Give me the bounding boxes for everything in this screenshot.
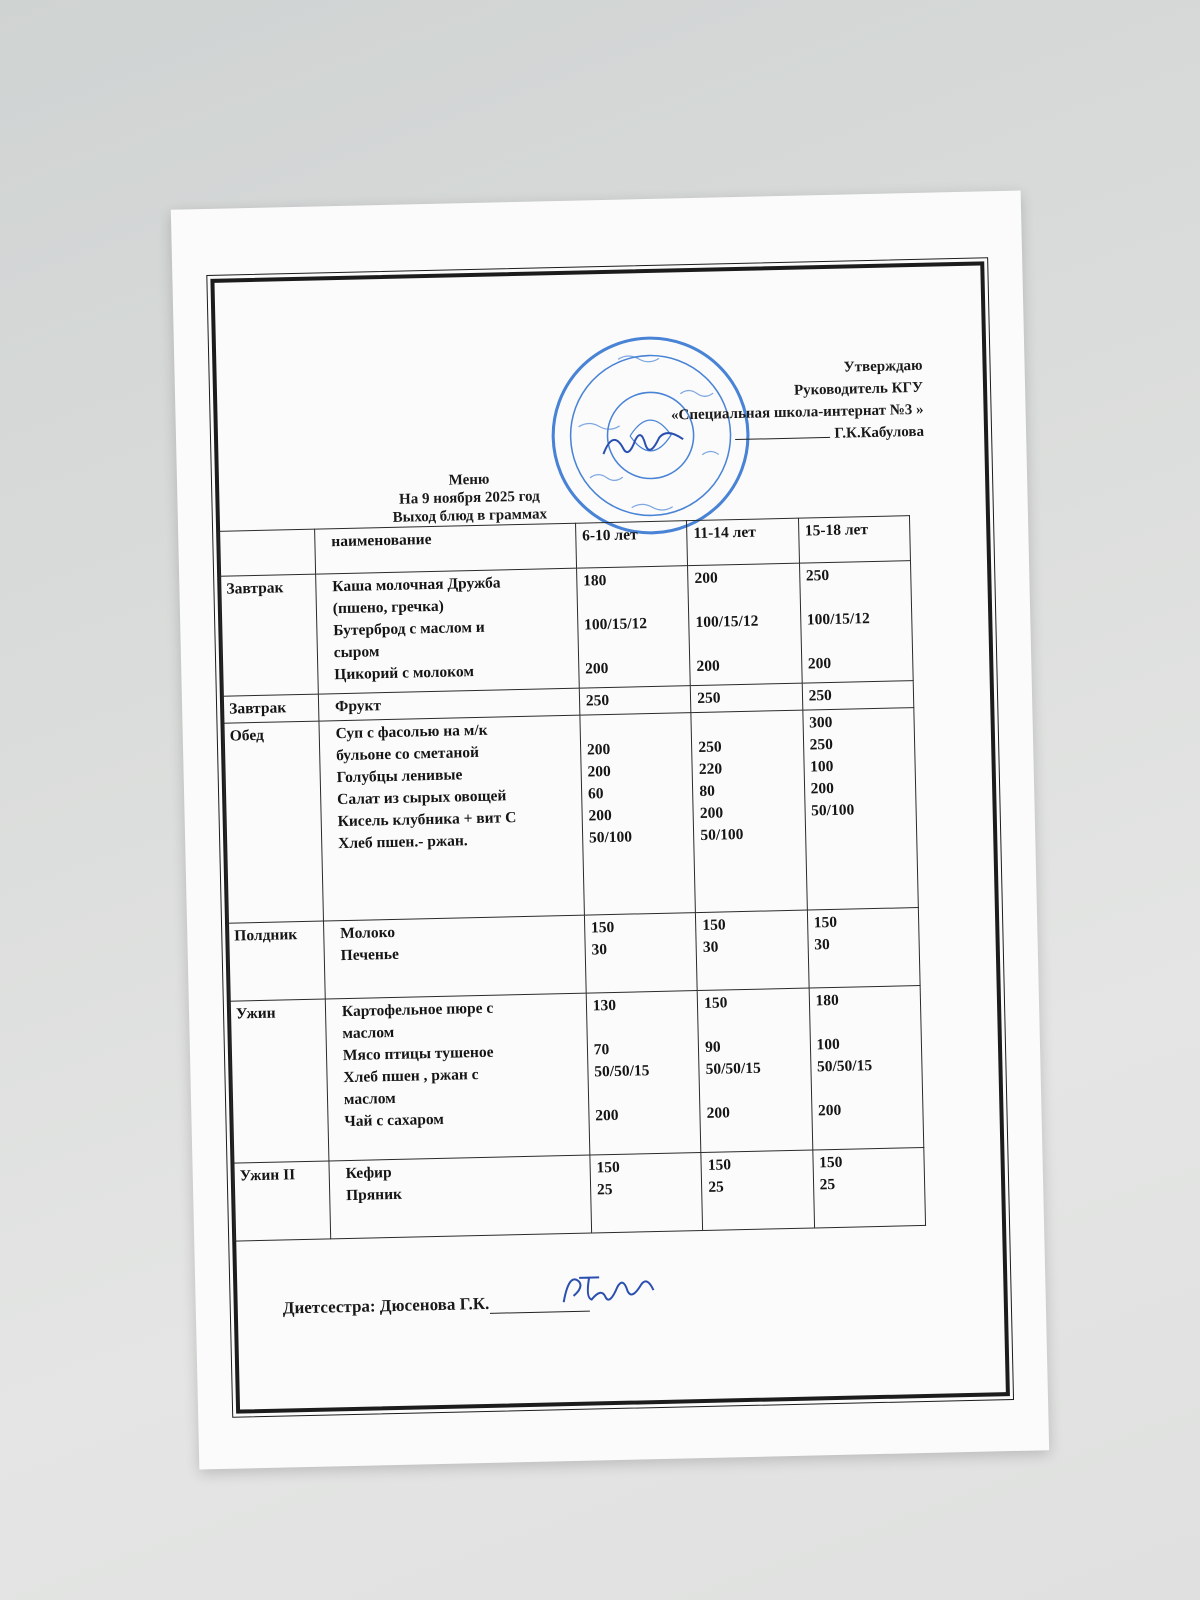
- portion-value: [806, 585, 905, 609]
- portion-value: 250: [808, 686, 833, 705]
- header-cell-name: наименование: [315, 523, 577, 574]
- portion-value: 150: [703, 994, 728, 1012]
- portion-value: 30: [591, 941, 608, 959]
- signature-line: [735, 423, 830, 440]
- approval-title: Утверждаю: [843, 357, 923, 376]
- portion-value: [696, 632, 795, 656]
- dish-line: Печенье: [340, 945, 400, 965]
- portion-value: 250: [697, 689, 721, 707]
- table-row: [233, 1147, 926, 1241]
- portion-value: 130: [592, 996, 617, 1015]
- dish-line: Пряник: [345, 1185, 403, 1205]
- portion-cell-15-18: [802, 681, 914, 711]
- portion-value: [807, 629, 906, 653]
- dish-line: Хлеб пшен.- ржан.: [337, 832, 468, 853]
- portion-cell-6-10: [579, 686, 691, 716]
- portion-cell-11-14: [688, 563, 802, 685]
- dish-cell: [316, 568, 580, 694]
- dietitian-signature: [555, 1262, 676, 1315]
- dish-line: Каша молочная Дружба: [332, 574, 501, 596]
- portion-value: 200: [817, 1101, 842, 1120]
- dish-cell: [325, 993, 590, 1161]
- portion-value: 100: [810, 757, 834, 776]
- portion-cell-11-14: [690, 683, 802, 713]
- portion-value: [583, 590, 682, 614]
- portion-value: 25: [708, 1178, 725, 1196]
- portion-cell-15-18: [802, 708, 918, 910]
- portion-value: 180: [815, 991, 839, 1010]
- portion-value: 50/100: [700, 825, 744, 844]
- header-cell-age-11-14: 11-14 лет: [687, 518, 799, 566]
- portion-value: 50/100: [811, 801, 855, 820]
- portion-value: 100/15/12: [695, 612, 759, 632]
- portion-value: 50/50/15: [594, 1062, 650, 1081]
- menu-table-body: [219, 516, 926, 1241]
- portion-value: 150: [813, 913, 838, 932]
- header-cell-meal: [219, 529, 316, 576]
- portion-value: [595, 1081, 694, 1105]
- portion-cell-6-10: [584, 913, 697, 994]
- dish-line: (пшено, гречка): [332, 597, 444, 618]
- portion-value: 150: [596, 1158, 620, 1177]
- dish-line: маслом: [343, 1089, 396, 1109]
- portion-value: 200: [694, 569, 718, 588]
- portion-value: 50/50/15: [705, 1059, 761, 1078]
- portion-value: 250: [805, 566, 830, 585]
- portion-cell-11-14: [696, 910, 809, 991]
- portion-value: [589, 847, 688, 871]
- portion-value: [586, 715, 685, 739]
- portion-value: 30: [814, 936, 830, 954]
- portion-value: 200: [586, 740, 611, 759]
- dish-line: Бутерброд с маслом и: [333, 618, 485, 640]
- portion-value: 200: [587, 762, 611, 781]
- dish-line: Цикорий с молоком: [334, 663, 475, 684]
- portion-value: 25: [596, 1181, 613, 1199]
- dish-line: Салат из сырых овощей: [336, 787, 507, 809]
- portion-value: 200: [696, 657, 720, 675]
- portion-value: 200: [584, 659, 609, 678]
- meal-cell: Полдник: [228, 921, 326, 1001]
- portion-value: 150: [818, 1153, 843, 1172]
- portion-cell-6-10: [576, 566, 690, 688]
- portion-value: 50/100: [588, 828, 633, 847]
- portion-value: [706, 1079, 805, 1103]
- portion-value: 200: [699, 804, 724, 822]
- portion-cell-6-10: [580, 713, 696, 915]
- table-row: [223, 708, 918, 924]
- dish-line: Хлеб пшен , ржан с: [343, 1066, 479, 1087]
- menu-subtitle: Выход блюд в граммах: [392, 506, 548, 526]
- approval-name: Г.К.Кабулова: [834, 423, 925, 442]
- portion-value: [704, 1013, 803, 1037]
- portion-value: 100: [816, 1035, 840, 1054]
- dish-line: Молоко: [339, 923, 396, 943]
- menu-date: На 9 ноября 2025 год: [398, 488, 540, 508]
- portion-value: 60: [587, 785, 604, 803]
- portion-cell-15-18: [799, 561, 913, 683]
- menu-title: Меню: [448, 471, 490, 489]
- portion-cell-11-14: [691, 710, 807, 912]
- portion-cell-15-18: [812, 1147, 925, 1228]
- portion-value: [698, 713, 797, 737]
- menu-header: [369, 469, 570, 528]
- dietitian-label: Диетсестра: Дюсенова Г.К.: [282, 1293, 490, 1318]
- portion-value: [701, 845, 800, 869]
- dish-line: Суп с фасолью на м/к: [335, 721, 488, 743]
- portion-value: 220: [698, 760, 723, 778]
- portion-cell-6-10: [590, 1153, 703, 1234]
- dish-line: Кефир: [345, 1164, 392, 1183]
- portion-value: 250: [698, 738, 722, 756]
- header-cell-age-6-10: 6-10 лет: [575, 521, 687, 569]
- portion-value: 80: [699, 782, 716, 800]
- approval-organization: «Специальная школа-интернат №3 »: [670, 401, 924, 424]
- portion-value: [811, 820, 910, 844]
- portion-value: 25: [819, 1175, 836, 1194]
- portion-value: 250: [809, 735, 834, 754]
- table-row: [220, 561, 914, 697]
- portion-value: 250: [585, 691, 610, 710]
- dish-line: Картофельное пюре с: [341, 999, 494, 1021]
- menu-table: [218, 515, 926, 1242]
- portion-value: [584, 634, 683, 658]
- portion-value: [812, 842, 911, 866]
- dish-cell: [323, 915, 586, 999]
- header-cell-age-15-18: 15-18 лет: [798, 516, 910, 564]
- dish-cell: [319, 715, 584, 921]
- portion-value: [695, 588, 794, 612]
- portion-cell-11-14: [697, 988, 812, 1152]
- meal-cell: Завтрак: [222, 694, 318, 723]
- portion-cell-15-18: [809, 986, 924, 1150]
- portion-value: [816, 1010, 915, 1034]
- meal-cell: Ужин: [229, 999, 329, 1163]
- director-signature: [598, 422, 689, 464]
- portion-value: 180: [582, 572, 607, 590]
- portion-value: 150: [707, 1156, 732, 1174]
- portion-value: 200: [810, 779, 835, 798]
- portion-value: 50/50/15: [816, 1057, 873, 1076]
- dish-line: Чай с сахаром: [344, 1110, 445, 1131]
- portion-value: [817, 1076, 916, 1100]
- document-frame: [210, 261, 1010, 1413]
- paper-sheet: [171, 191, 1049, 1470]
- portion-cell-6-10: [586, 991, 701, 1155]
- approval-position: Руководитель КГУ: [793, 379, 924, 399]
- portion-value: 70: [593, 1041, 610, 1059]
- portion-value: 300: [809, 713, 833, 732]
- dish-line: Мясо птицы тушеное: [342, 1043, 494, 1065]
- table-row: [229, 986, 923, 1164]
- portion-value: 200: [706, 1104, 731, 1122]
- portion-value: 150: [590, 918, 615, 937]
- meal-cell: Завтрак: [220, 574, 319, 696]
- dish-line: маслом: [342, 1023, 395, 1043]
- dish-line: Голубцы ленивые: [336, 766, 463, 787]
- meal-cell: Ужин II: [233, 1161, 331, 1241]
- dish-cell: [329, 1155, 592, 1239]
- portion-cell-15-18: [807, 908, 920, 989]
- portion-cell-11-14: [701, 1150, 814, 1231]
- portion-value: [593, 1015, 692, 1039]
- portion-value: 100/15/12: [583, 615, 648, 634]
- dish-line: Кисель клубника + вит С: [337, 809, 517, 831]
- dietitian-block: [283, 1292, 590, 1319]
- dish-line: бульоне со сметаной: [335, 743, 480, 765]
- dish-line: сыром: [333, 643, 380, 662]
- portion-value: 90: [704, 1038, 721, 1056]
- portion-value: 200: [588, 806, 612, 825]
- portion-value: 200: [595, 1106, 619, 1125]
- portion-value: 200: [807, 654, 832, 673]
- meal-cell: Обед: [223, 721, 323, 923]
- portion-value: 30: [702, 938, 719, 956]
- portion-value: 100/15/12: [806, 610, 870, 629]
- dish-line: Фрукт: [334, 697, 382, 716]
- portion-value: 150: [702, 916, 726, 934]
